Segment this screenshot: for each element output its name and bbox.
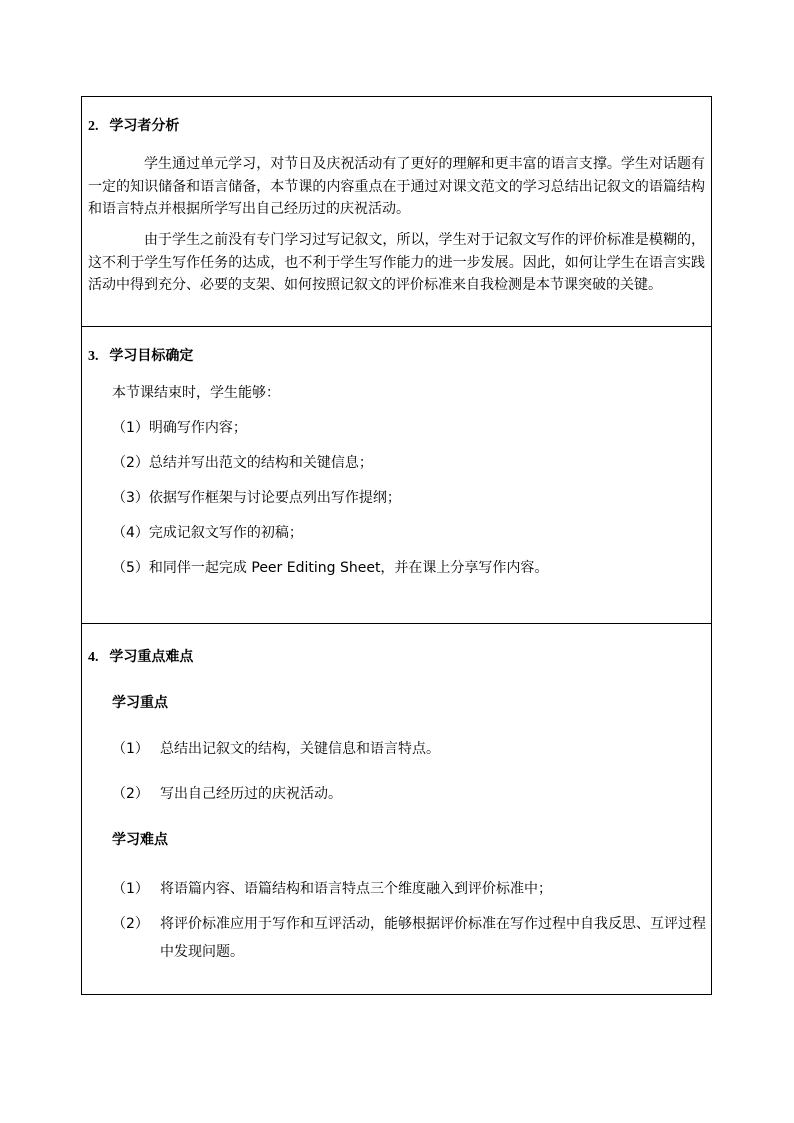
list-index: （1） xyxy=(112,881,149,897)
key-difficult-points-section xyxy=(82,624,711,994)
paragraph: 学生通过单元学习，对节日及庆祝活动有了更好的理解和更丰富的语言支撑。学生对话题有一定的知识储备和语言储备，本节课的内容重点在于通过对课文范文的学习总结出记叙文的语篇结构和语言特点并根据所学写出自己经历过的庆祝活动。 xyxy=(88,156,705,217)
list-index: （5） xyxy=(112,560,149,576)
list-text: 写出自己经历过的庆祝活动。 xyxy=(160,786,342,802)
learning-objectives-section xyxy=(82,327,711,624)
intro-text: 本节课结束时，学生能够： xyxy=(112,385,280,401)
list-text: 依据写作框架与讨论要点列出写作提纲； xyxy=(148,490,401,506)
list-text: 总结出记叙文的结构，关键信息和语言特点。 xyxy=(160,741,440,757)
section-heading xyxy=(88,117,179,136)
list-text: 将语篇内容、语篇结构和语言特点三个维度融入到评价标准中； xyxy=(160,881,552,897)
list-text: 明确写作内容； xyxy=(148,420,247,436)
list-item xyxy=(112,489,401,507)
section-heading xyxy=(88,648,193,667)
list-item xyxy=(112,524,303,542)
list-index: （1） xyxy=(112,420,149,436)
section-title: 学习者分析 xyxy=(109,118,180,134)
list-item xyxy=(112,740,440,758)
list-item xyxy=(112,559,548,577)
subheading: 学习难点 xyxy=(112,832,168,848)
list-index: （4） xyxy=(112,525,149,541)
list-item xyxy=(112,454,373,472)
list-item xyxy=(112,880,552,898)
section-number: 4. xyxy=(88,650,99,665)
section-title: 学习目标确定 xyxy=(109,348,194,364)
learner-analysis-section xyxy=(82,97,711,327)
lesson-plan-table xyxy=(81,96,712,995)
list-item xyxy=(112,419,247,437)
list-item xyxy=(112,915,710,966)
list-text: 将评价标准应用于写作和互评活动，能够根据评价标准在写作过程中自我反思、互评过程中发现问题。 xyxy=(160,916,706,960)
list-text: 总结并写出范文的结构和关键信息； xyxy=(148,455,373,471)
section-heading xyxy=(88,347,193,366)
list-text: 完成记叙文写作的初稿； xyxy=(148,525,303,541)
section-number: 3. xyxy=(88,349,99,364)
list-index: （3） xyxy=(112,490,149,506)
section-title: 学习重点难点 xyxy=(109,649,194,665)
section-number: 2. xyxy=(88,119,99,134)
list-index: （2） xyxy=(112,455,149,471)
paragraph: 由于学生之前没有专门学习过写记叙文，所以，学生对于记叙文写作的评价标准是模糊的，这不利于学生写作任务的达成，也不利于学生写作能力的进一步发展。因此，如何让学生在语言实践活动中得到充分、必要的支架、如何按照记叙文的评价标准来自我检测是本节课突破的关键。 xyxy=(88,232,705,293)
list-index: （2） xyxy=(112,786,149,802)
subheading: 学习重点 xyxy=(112,695,168,711)
list-item xyxy=(112,785,342,803)
list-index: （1） xyxy=(112,741,149,757)
list-index: （2） xyxy=(112,916,149,932)
list-text: 和同伴一起完成 Peer Editing Sheet，并在课上分享写作内容。 xyxy=(148,560,549,576)
